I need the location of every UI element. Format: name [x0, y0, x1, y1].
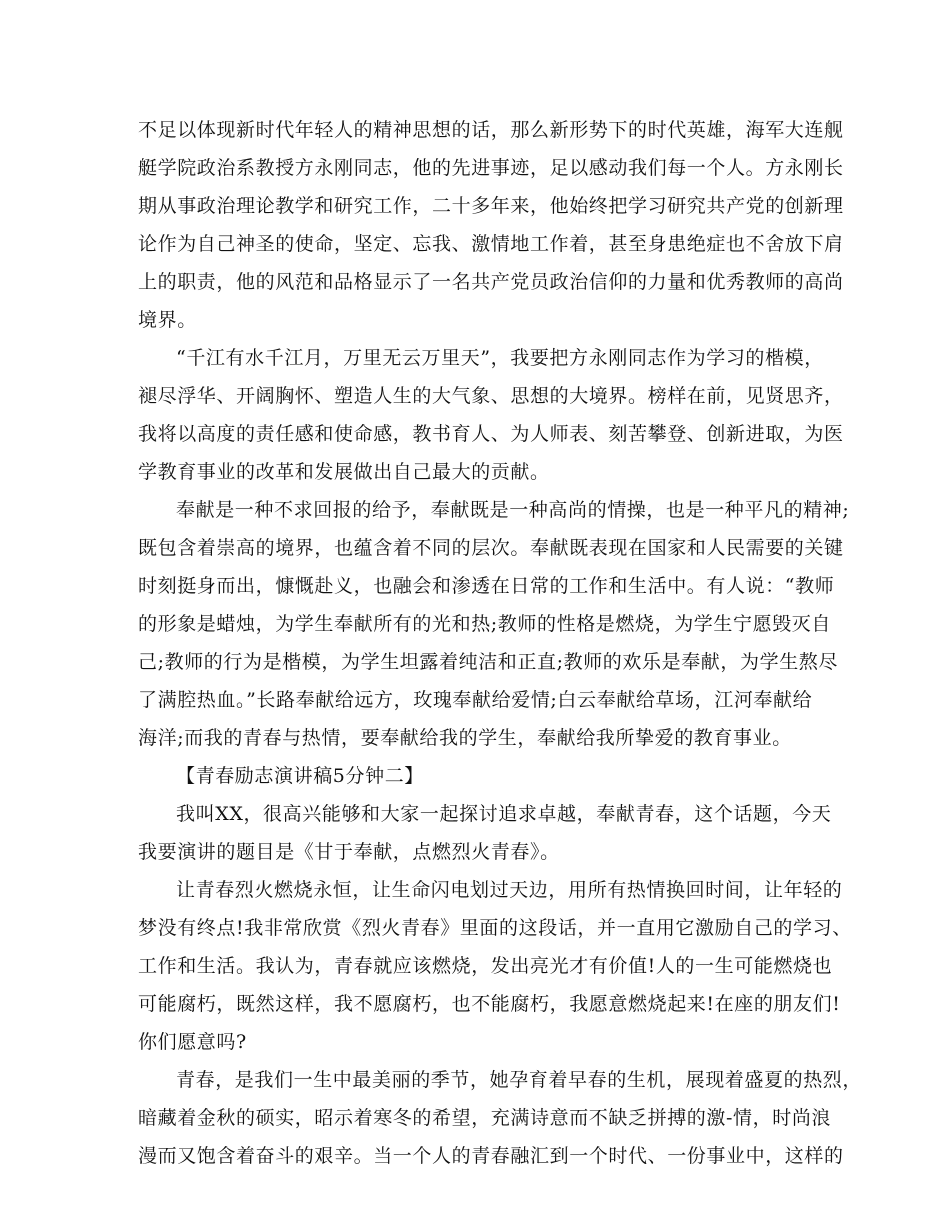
- text-line: 我将以高度的责任感和使命感，教书育人、为人师表、刻苦攀登、创新进取，为医: [138, 423, 844, 445]
- text-line: 时刻挺身而出，慷慨赴义，也融会和渗透在日常的工作和生活中。有人说：“教师: [138, 575, 835, 597]
- text-line: 漫而又饱含着奋斗的艰辛。当一个人的青春融汇到一个时代、一份事业中，这样的: [138, 1145, 844, 1167]
- text-line: 了满腔热血。”长路奉献给远方，玫瑰奉献给爱情;白云奉献给草场，江河奉献给: [138, 689, 813, 711]
- text-line: “千江有水千江月，万里无云万里天”，我要把方永刚同志作为学习的楷模，: [176, 347, 824, 369]
- text-line: 海洋;而我的青春与热情，要奉献给我的学生，奉献给我所挚爱的教育事业。: [138, 727, 792, 749]
- text-line: 我要演讲的题目是《甘于奉献，点燃烈火青春》。: [138, 841, 560, 863]
- text-line: 的形象是蜡烛，为学生奉献所有的光和热;教师的性格是燃烧，为学生宁愿毁灭自: [138, 613, 832, 635]
- text-line: 论作为自己神圣的使命，坚定、忘我、激情地工作着，甚至身患绝症也不舍放下肩: [138, 233, 844, 255]
- text-line: 期从事政治理论教学和研究工作，二十多年来，他始终把学习研究共产党的创新理: [138, 195, 844, 217]
- text-line: 己;教师的行为是楷模，为学生坦露着纯洁和正直;教师的欢乐是奉献，为学生熬尽: [138, 651, 839, 673]
- text-line: 既包含着崇高的境界，也蕴含着不同的层次。奉献既表现在国家和人民需要的关键: [138, 537, 844, 559]
- section-heading: 【青春励志演讲稿5分钟二】: [176, 765, 424, 787]
- text-line: 你们愿意吗?: [138, 1031, 247, 1053]
- text-line: 褪尽浮华、开阔胸怀、塑造人生的大气象、思想的大境界。榜样在前，见贤思齐，: [138, 385, 844, 407]
- text-line: 工作和生活。我认为，青春就应该燃烧，发出亮光才有价值!人的一生可能燃烧也: [138, 955, 833, 977]
- text-line: 青春，是我们一生中最美丽的季节，她孕育着早春的生机，展现着盛夏的热烈，: [176, 1069, 863, 1091]
- text-line: 学教育事业的改革和发展做出自己最大的贡献。: [138, 461, 550, 483]
- text-line: 奉献是一种不求回报的给予，奉献既是一种高尚的情操，也是一种平凡的精神;: [176, 499, 850, 521]
- text-line: 上的职责，他的风范和品格显示了一名共产党员政治信仰的力量和优秀教师的高尚: [138, 271, 844, 293]
- text-line: 梦没有终点!我非常欣赏《烈火青春》里面的这段话，并一直用它激励自己的学习、: [138, 917, 852, 939]
- text-line: 不足以体现新时代年轻人的精神思想的话，那么新形势下的时代英雄，海军大连舰: [138, 119, 844, 141]
- text-line: 艇学院政治系教授方永刚同志，他的先进事迹，足以感动我们每一个人。方永刚长: [138, 157, 844, 179]
- text-line: 让青春烈火燃烧永恒，让生命闪电划过天边，用所有热情换回时间，让年轻的: [176, 879, 843, 901]
- text-line: 我叫XX，很高兴能够和大家一起探讨追求卓越，奉献青春，这个话题，今天: [176, 803, 832, 825]
- text-line: 境界。: [138, 309, 197, 331]
- text-line: 可能腐朽，既然这样，我不愿腐朽，也不能腐朽，我愿意燃烧起来!在座的朋友们!: [138, 993, 841, 1015]
- text-line: 暗藏着金秋的硕实，昭示着寒冬的希望，充满诗意而不缺乏拼搏的激-情，时尚浪: [138, 1107, 832, 1129]
